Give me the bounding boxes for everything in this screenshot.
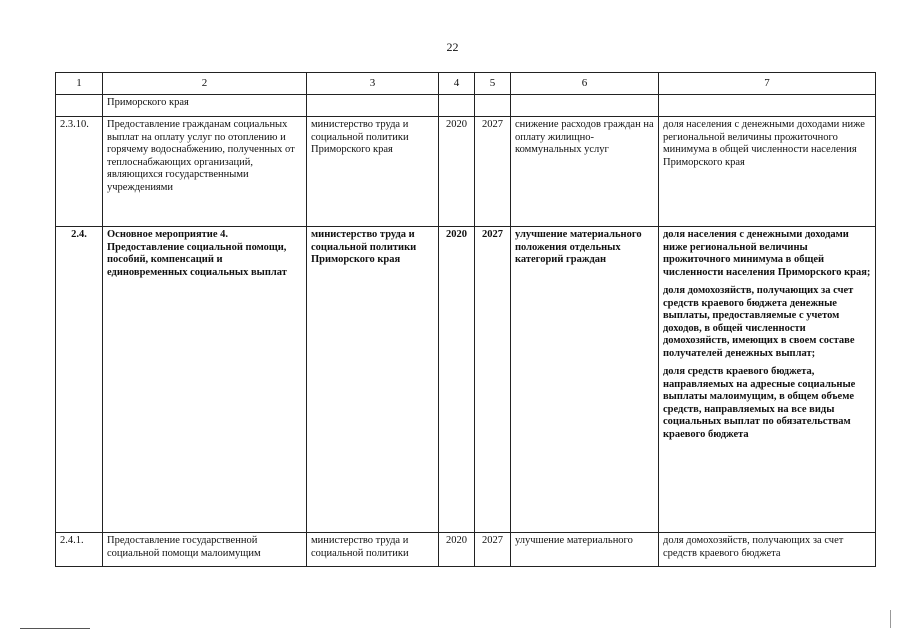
end-year-cell: 2027 (475, 227, 511, 533)
header-cell-2: 2 (103, 73, 307, 95)
indicator-item: доля населения с денежными доходами ниже региональной величины прожиточного минимума в общей численности населения Приморского края; (663, 229, 871, 278)
num-cell: 2.4.1. (56, 533, 103, 567)
start-year-cell: 2020 (439, 117, 475, 227)
executor-cell: министерство труда и социальной политики Приморского края (307, 227, 439, 533)
executor-cell (307, 95, 439, 117)
footer-rule (20, 628, 90, 629)
result-cell (511, 95, 659, 117)
name-cell: Предоставление государственной социальной помощи малоимущим (103, 533, 307, 567)
header-cell-6: 6 (511, 73, 659, 95)
indicator-cell: доля домохозяйств, получающих за счет средств краевого бюджета (659, 533, 876, 567)
end-year-cell (475, 95, 511, 117)
start-year-cell (439, 95, 475, 117)
header-row (56, 73, 876, 95)
table-row-2-4 (56, 227, 876, 533)
table-row-2-3-10 (56, 117, 876, 227)
num-cell (56, 95, 103, 117)
indicator-cell: доля населения с денежными доходами ниже региональной величины прожиточного минимума в общей численности населения Приморского края (659, 117, 876, 227)
result-cell: улучшение материального (511, 533, 659, 567)
name-cell: Основное мероприятие 4. Предоставление социальной помощи, пособий, компенсаций и единовременных социальных выплат (103, 227, 307, 533)
indicator-cell (659, 95, 876, 117)
name-cell: Приморского края (103, 95, 307, 117)
measures-table (55, 72, 876, 567)
indicator-item: доля домохозяйств, получающих за счет средств краевого бюджета денежные выплаты, предоставляемые с учетом доходов, в общей численности домохозяйств, имеющих в своем составе получателей денежных выплат; (663, 285, 855, 359)
result-cell: снижение расходов граждан на оплату жилищно-коммунальных услуг (511, 117, 659, 227)
indicator-item: доля средств краевого бюджета, направляемых на адресные социальные выплаты малоимущим, в общем объеме средств, направляемых на все виды социальных выплат по обязательствам краевого бюджета (663, 366, 856, 440)
start-year-cell: 2020 (439, 533, 475, 567)
num-cell: 2.3.10. (56, 117, 103, 227)
scan-edge-mark (890, 610, 891, 628)
header-cell-4: 4 (439, 73, 475, 95)
page-number: 22 (446, 40, 459, 54)
header-cell-1: 1 (56, 73, 103, 95)
executor-cell: министерство труда и социальной политики Приморского края (307, 117, 439, 227)
header-cell-7: 7 (659, 73, 876, 95)
table-row-2-4-1 (56, 533, 876, 567)
table-row-continuation (56, 95, 876, 117)
header-cell-3: 3 (307, 73, 439, 95)
executor-cell: министерство труда и социальной политики (307, 533, 439, 567)
end-year-cell: 2027 (475, 533, 511, 567)
end-year-cell: 2027 (475, 117, 511, 227)
indicator-cell (659, 227, 876, 533)
result-cell: улучшение материального положения отдельных категорий граждан (511, 227, 659, 533)
start-year-cell: 2020 (439, 227, 475, 533)
header-cell-5: 5 (475, 73, 511, 95)
num-cell: 2.4. (56, 227, 103, 533)
name-cell: Предоставление гражданам социальных выплат на оплату услуг по отоплению и горячему водоснабжению, полученных от теплоснабжающих организаций, являющихся государственными учреждениями (103, 117, 307, 227)
